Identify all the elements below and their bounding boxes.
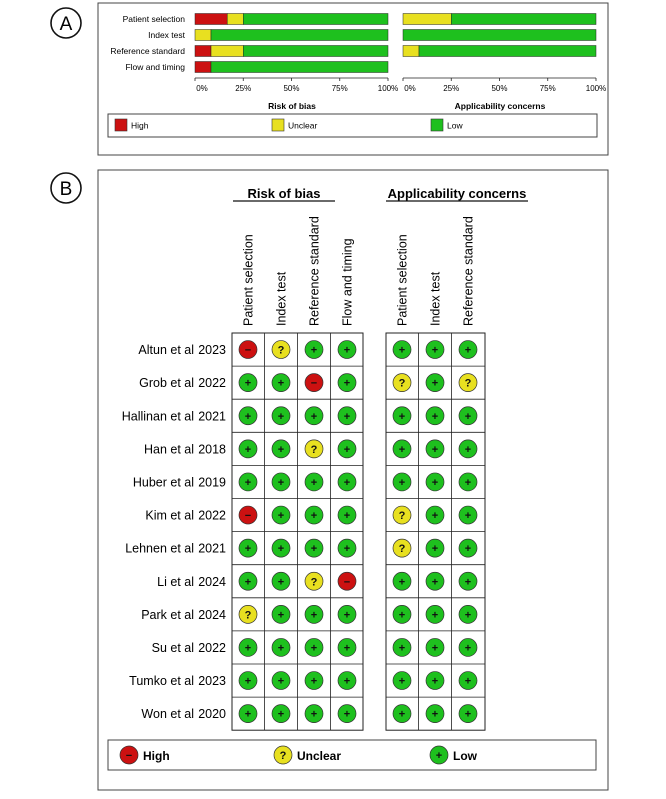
study-name: Li et al bbox=[157, 574, 194, 589]
panel-a bbox=[51, 3, 608, 155]
svg-text:−: − bbox=[310, 377, 318, 390]
x-tick-label: 0% bbox=[404, 84, 416, 93]
svg-text:+: + bbox=[244, 543, 252, 556]
svg-text:+: + bbox=[431, 708, 439, 721]
svg-text:?: ? bbox=[279, 750, 287, 762]
legend-item-high bbox=[115, 119, 149, 131]
judgement-low-icon bbox=[338, 341, 356, 359]
column-header: Patient selection bbox=[395, 234, 410, 326]
judgement-low-icon bbox=[426, 605, 444, 623]
judgement-low-icon bbox=[338, 407, 356, 425]
legend-b-label-unclear: Unclear bbox=[297, 749, 342, 763]
svg-text:+: + bbox=[343, 708, 351, 721]
judgement-low-icon bbox=[393, 407, 411, 425]
bar-segment-unclear bbox=[403, 46, 419, 57]
legend-swatch-unclear bbox=[272, 119, 284, 131]
svg-text:+: + bbox=[464, 675, 472, 688]
judgement-low-icon bbox=[459, 605, 477, 623]
svg-text:+: + bbox=[464, 443, 472, 456]
bar-segment-unclear bbox=[211, 46, 243, 57]
x-tick-label: 75% bbox=[539, 84, 556, 93]
study-name: Huber et al bbox=[132, 475, 194, 490]
svg-text:+: + bbox=[244, 675, 252, 688]
study-row-label bbox=[141, 707, 226, 721]
svg-text:+: + bbox=[464, 410, 472, 423]
judgement-low-icon bbox=[272, 506, 290, 524]
panel-b-letter: B bbox=[59, 179, 73, 200]
judgement-unclear-icon bbox=[393, 539, 411, 557]
judgement-low-icon bbox=[239, 638, 257, 656]
judgement-unclear-icon bbox=[274, 746, 292, 764]
bar-segment-high bbox=[195, 14, 227, 25]
judgement-low-icon bbox=[305, 407, 323, 425]
judgement-low-icon bbox=[393, 473, 411, 491]
judgement-low-icon bbox=[459, 572, 477, 590]
study-row-label bbox=[144, 442, 226, 456]
rob-axis-title: Risk of bias bbox=[268, 101, 316, 111]
study-year: 2022 bbox=[198, 640, 226, 655]
study-name: Tumko et al bbox=[129, 674, 194, 689]
study-name: Lehnen et al bbox=[125, 541, 194, 556]
judgement-low-icon bbox=[239, 572, 257, 590]
judgement-high-icon bbox=[338, 572, 356, 590]
svg-text:+: + bbox=[277, 675, 285, 688]
category-label: Patient selection bbox=[122, 14, 185, 24]
svg-text:+: + bbox=[431, 443, 439, 456]
svg-text:+: + bbox=[277, 476, 285, 489]
svg-text:+: + bbox=[277, 410, 285, 423]
study-year: 2024 bbox=[198, 607, 226, 622]
svg-text:+: + bbox=[343, 510, 351, 523]
bar-segment-unclear bbox=[403, 14, 451, 25]
svg-text:+: + bbox=[277, 510, 285, 523]
bar-segment-low bbox=[211, 62, 388, 73]
judgement-low-icon bbox=[338, 605, 356, 623]
judgement-unclear-icon bbox=[239, 605, 257, 623]
judgement-unclear-icon bbox=[459, 374, 477, 392]
judgement-unclear-icon bbox=[305, 572, 323, 590]
judgement-low-icon bbox=[338, 440, 356, 458]
svg-text:?: ? bbox=[464, 377, 472, 390]
svg-text:+: + bbox=[398, 576, 406, 589]
judgement-low-icon bbox=[272, 572, 290, 590]
judgement-low-icon bbox=[393, 705, 411, 723]
judgement-low-icon bbox=[426, 407, 444, 425]
study-row-label bbox=[133, 475, 226, 489]
judgement-low-icon bbox=[426, 539, 444, 557]
bar-segment-high bbox=[195, 62, 211, 73]
judgement-low-icon bbox=[459, 440, 477, 458]
svg-text:?: ? bbox=[398, 543, 406, 556]
bar-segment-low bbox=[211, 30, 388, 41]
panel-a-legend-box bbox=[108, 114, 597, 137]
svg-text:+: + bbox=[343, 344, 351, 357]
study-row-label bbox=[141, 608, 226, 622]
judgement-low-icon bbox=[305, 506, 323, 524]
risk-of-bias-grid bbox=[232, 333, 485, 730]
svg-text:+: + bbox=[464, 344, 472, 357]
svg-text:+: + bbox=[277, 642, 285, 655]
svg-text:+: + bbox=[343, 476, 351, 489]
legend-item-low bbox=[431, 119, 463, 131]
bar-segment-high bbox=[195, 46, 211, 57]
svg-text:+: + bbox=[244, 443, 252, 456]
judgement-low-icon bbox=[393, 572, 411, 590]
judgement-low-icon bbox=[426, 638, 444, 656]
svg-text:?: ? bbox=[244, 609, 252, 622]
svg-text:+: + bbox=[431, 476, 439, 489]
judgement-high-icon bbox=[239, 341, 257, 359]
applicability-summary-chart bbox=[403, 14, 606, 94]
x-tick-label: 25% bbox=[235, 84, 252, 93]
svg-text:+: + bbox=[464, 510, 472, 523]
judgement-low-icon bbox=[338, 638, 356, 656]
svg-text:+: + bbox=[431, 510, 439, 523]
bar-segment-low bbox=[419, 46, 596, 57]
x-tick-label: 100% bbox=[377, 84, 399, 93]
study-row-label bbox=[139, 376, 226, 390]
bar-segment-unclear bbox=[195, 30, 211, 41]
svg-text:−: − bbox=[244, 510, 252, 523]
judgement-low-icon bbox=[272, 539, 290, 557]
column-headers bbox=[242, 216, 476, 326]
svg-text:+: + bbox=[310, 609, 318, 622]
study-row-label bbox=[152, 641, 226, 655]
column-header: Flow and timing bbox=[340, 238, 355, 326]
study-year: 2021 bbox=[198, 541, 226, 556]
study-year: 2022 bbox=[198, 508, 226, 523]
study-name: Han et al bbox=[143, 442, 194, 457]
svg-text:+: + bbox=[431, 377, 439, 390]
x-tick-label: 50% bbox=[491, 84, 508, 93]
judgement-low-icon bbox=[459, 407, 477, 425]
study-year: 2019 bbox=[198, 475, 226, 490]
svg-text:+: + bbox=[398, 344, 406, 357]
judgement-low-icon bbox=[426, 440, 444, 458]
svg-text:?: ? bbox=[277, 344, 285, 357]
judgement-low-icon bbox=[305, 539, 323, 557]
svg-text:+: + bbox=[464, 476, 472, 489]
judgement-low-icon bbox=[338, 705, 356, 723]
judgement-low-icon bbox=[393, 341, 411, 359]
svg-text:+: + bbox=[343, 377, 351, 390]
judgement-low-icon bbox=[426, 341, 444, 359]
x-tick-label: 75% bbox=[331, 84, 348, 93]
judgement-low-icon bbox=[272, 605, 290, 623]
judgement-low-icon bbox=[338, 672, 356, 690]
judgement-low-icon bbox=[305, 473, 323, 491]
rob-summary-chart bbox=[110, 14, 398, 94]
judgement-low-icon bbox=[338, 473, 356, 491]
bar-segment-low bbox=[403, 30, 596, 41]
judgement-low-icon bbox=[239, 440, 257, 458]
judgement-high-icon bbox=[120, 746, 138, 764]
legend-label-unclear: Unclear bbox=[288, 120, 318, 131]
judgement-low-icon bbox=[239, 705, 257, 723]
judgement-low-icon bbox=[305, 705, 323, 723]
svg-text:+: + bbox=[435, 750, 443, 762]
study-year: 2018 bbox=[198, 442, 226, 457]
svg-text:+: + bbox=[431, 642, 439, 655]
svg-text:+: + bbox=[464, 642, 472, 655]
judgement-low-icon bbox=[426, 672, 444, 690]
judgement-low-icon bbox=[272, 440, 290, 458]
svg-text:+: + bbox=[431, 576, 439, 589]
judgement-low-icon bbox=[459, 705, 477, 723]
svg-text:+: + bbox=[310, 708, 318, 721]
judgement-low-icon bbox=[426, 506, 444, 524]
judgement-low-icon bbox=[426, 705, 444, 723]
svg-text:+: + bbox=[431, 609, 439, 622]
svg-text:+: + bbox=[464, 609, 472, 622]
judgement-low-icon bbox=[272, 672, 290, 690]
svg-text:+: + bbox=[431, 344, 439, 357]
category-label: Flow and timing bbox=[125, 62, 185, 72]
svg-text:+: + bbox=[464, 576, 472, 589]
svg-text:+: + bbox=[464, 543, 472, 556]
bar-segment-unclear bbox=[227, 14, 243, 25]
study-row-label bbox=[145, 509, 226, 523]
svg-text:+: + bbox=[244, 410, 252, 423]
svg-text:+: + bbox=[310, 510, 318, 523]
judgement-unclear-icon bbox=[305, 440, 323, 458]
legend-swatch-low bbox=[431, 119, 443, 131]
study-row-label bbox=[122, 409, 226, 423]
judgement-low-icon bbox=[272, 705, 290, 723]
svg-text:+: + bbox=[343, 443, 351, 456]
judgement-unclear-icon bbox=[393, 506, 411, 524]
svg-text:+: + bbox=[244, 377, 252, 390]
svg-text:+: + bbox=[398, 708, 406, 721]
svg-text:+: + bbox=[343, 642, 351, 655]
svg-text:+: + bbox=[431, 675, 439, 688]
legend-b-label-low: Low bbox=[453, 749, 477, 763]
x-tick-label: 25% bbox=[443, 84, 460, 93]
judgement-low-icon bbox=[459, 506, 477, 524]
legend-b-label-high: High bbox=[143, 749, 170, 763]
judgement-low-icon bbox=[272, 638, 290, 656]
study-name: Su et al bbox=[151, 640, 194, 655]
legend-item-unclear bbox=[272, 119, 317, 131]
panel-a-letter: A bbox=[59, 14, 73, 35]
judgement-low-icon bbox=[305, 605, 323, 623]
column-header: Index test bbox=[274, 271, 289, 326]
study-row-label bbox=[125, 542, 226, 556]
rob-header: Risk of bias bbox=[247, 186, 321, 201]
svg-text:+: + bbox=[277, 377, 285, 390]
svg-text:+: + bbox=[277, 543, 285, 556]
column-header: Index test bbox=[428, 271, 443, 326]
judgement-low-icon bbox=[305, 638, 323, 656]
x-tick-label: 100% bbox=[585, 84, 607, 93]
judgement-high-icon bbox=[239, 506, 257, 524]
study-year: 2023 bbox=[198, 674, 226, 689]
judgement-low-icon bbox=[305, 341, 323, 359]
applicability-header: Applicability concerns bbox=[387, 186, 527, 201]
judgement-low-icon bbox=[426, 374, 444, 392]
panel-a-frame bbox=[98, 3, 608, 155]
svg-text:+: + bbox=[310, 410, 318, 423]
judgement-low-icon bbox=[393, 638, 411, 656]
study-year: 2022 bbox=[198, 376, 226, 391]
svg-text:+: + bbox=[343, 410, 351, 423]
svg-text:+: + bbox=[277, 609, 285, 622]
bar-segment-low bbox=[451, 14, 596, 25]
judgement-low-icon bbox=[239, 539, 257, 557]
judgement-low-icon bbox=[426, 572, 444, 590]
svg-text:+: + bbox=[431, 543, 439, 556]
svg-text:+: + bbox=[398, 609, 406, 622]
x-tick-label: 50% bbox=[283, 84, 300, 93]
study-name: Kim et al bbox=[145, 508, 194, 523]
study-name: Park et al bbox=[141, 607, 194, 622]
judgement-low-icon bbox=[272, 407, 290, 425]
bar-segment-low bbox=[243, 46, 388, 57]
judgement-unclear-icon bbox=[272, 341, 290, 359]
study-year: 2020 bbox=[198, 707, 226, 722]
svg-text:−: − bbox=[125, 750, 133, 762]
legend-swatch-high bbox=[115, 119, 127, 131]
study-row-label bbox=[138, 343, 226, 357]
study-name: Altun et al bbox=[138, 343, 194, 358]
judgement-low-icon bbox=[305, 672, 323, 690]
svg-text:?: ? bbox=[398, 377, 406, 390]
study-labels bbox=[122, 343, 226, 721]
study-name: Hallinan et al bbox=[121, 409, 194, 424]
svg-text:?: ? bbox=[310, 576, 318, 589]
svg-text:?: ? bbox=[398, 510, 406, 523]
judgement-low-icon bbox=[459, 638, 477, 656]
column-header: Reference standard bbox=[307, 216, 322, 326]
svg-text:+: + bbox=[398, 443, 406, 456]
judgement-low-icon bbox=[272, 374, 290, 392]
svg-text:+: + bbox=[464, 708, 472, 721]
x-tick-label: 0% bbox=[196, 84, 208, 93]
study-row-label bbox=[157, 575, 226, 589]
svg-text:−: − bbox=[244, 344, 252, 357]
category-label: Reference standard bbox=[110, 46, 185, 56]
study-year: 2024 bbox=[198, 574, 226, 589]
judgement-low-icon bbox=[338, 506, 356, 524]
study-name: Grob et al bbox=[139, 376, 194, 391]
judgement-low-icon bbox=[272, 473, 290, 491]
svg-text:+: + bbox=[277, 708, 285, 721]
category-label: Index test bbox=[148, 30, 185, 40]
judgement-low-icon bbox=[239, 672, 257, 690]
svg-text:+: + bbox=[244, 576, 252, 589]
panel-b-legend bbox=[120, 746, 478, 764]
svg-text:+: + bbox=[343, 609, 351, 622]
judgement-unclear-icon bbox=[393, 374, 411, 392]
judgement-low-icon bbox=[459, 672, 477, 690]
judgement-low-icon bbox=[338, 539, 356, 557]
svg-text:+: + bbox=[244, 708, 252, 721]
svg-text:+: + bbox=[398, 642, 406, 655]
judgement-low-icon bbox=[426, 473, 444, 491]
svg-text:−: − bbox=[343, 576, 351, 589]
study-year: 2023 bbox=[198, 343, 226, 358]
bar-segment-low bbox=[243, 14, 388, 25]
svg-text:+: + bbox=[277, 443, 285, 456]
svg-text:+: + bbox=[310, 543, 318, 556]
svg-text:+: + bbox=[310, 675, 318, 688]
svg-text:+: + bbox=[343, 675, 351, 688]
svg-text:+: + bbox=[310, 344, 318, 357]
judgement-low-icon bbox=[430, 746, 448, 764]
legend-label-high: High bbox=[131, 120, 149, 131]
judgement-low-icon bbox=[393, 605, 411, 623]
panel-b bbox=[51, 170, 608, 790]
svg-text:+: + bbox=[310, 476, 318, 489]
svg-text:+: + bbox=[244, 642, 252, 655]
svg-text:?: ? bbox=[310, 443, 318, 456]
svg-text:+: + bbox=[398, 410, 406, 423]
judgement-low-icon bbox=[459, 539, 477, 557]
svg-text:+: + bbox=[431, 410, 439, 423]
study-row-label bbox=[129, 674, 226, 688]
svg-text:+: + bbox=[398, 675, 406, 688]
applicability-axis-title: Applicability concerns bbox=[454, 101, 546, 111]
judgement-low-icon bbox=[459, 341, 477, 359]
panel-b-legend-box bbox=[108, 740, 596, 770]
svg-text:+: + bbox=[244, 476, 252, 489]
judgement-low-icon bbox=[393, 672, 411, 690]
svg-text:+: + bbox=[343, 543, 351, 556]
svg-text:+: + bbox=[398, 476, 406, 489]
svg-text:+: + bbox=[310, 642, 318, 655]
judgement-high-icon bbox=[305, 374, 323, 392]
study-year: 2021 bbox=[198, 409, 226, 424]
column-header: Reference standard bbox=[461, 216, 476, 326]
legend-label-low: Low bbox=[447, 120, 463, 131]
judgement-low-icon bbox=[239, 374, 257, 392]
column-header: Patient selection bbox=[241, 234, 256, 326]
judgement-low-icon bbox=[338, 374, 356, 392]
study-name: Won et al bbox=[141, 707, 194, 722]
judgement-low-icon bbox=[239, 473, 257, 491]
judgement-low-icon bbox=[393, 440, 411, 458]
judgement-low-icon bbox=[459, 473, 477, 491]
svg-text:+: + bbox=[277, 576, 285, 589]
judgement-low-icon bbox=[239, 407, 257, 425]
